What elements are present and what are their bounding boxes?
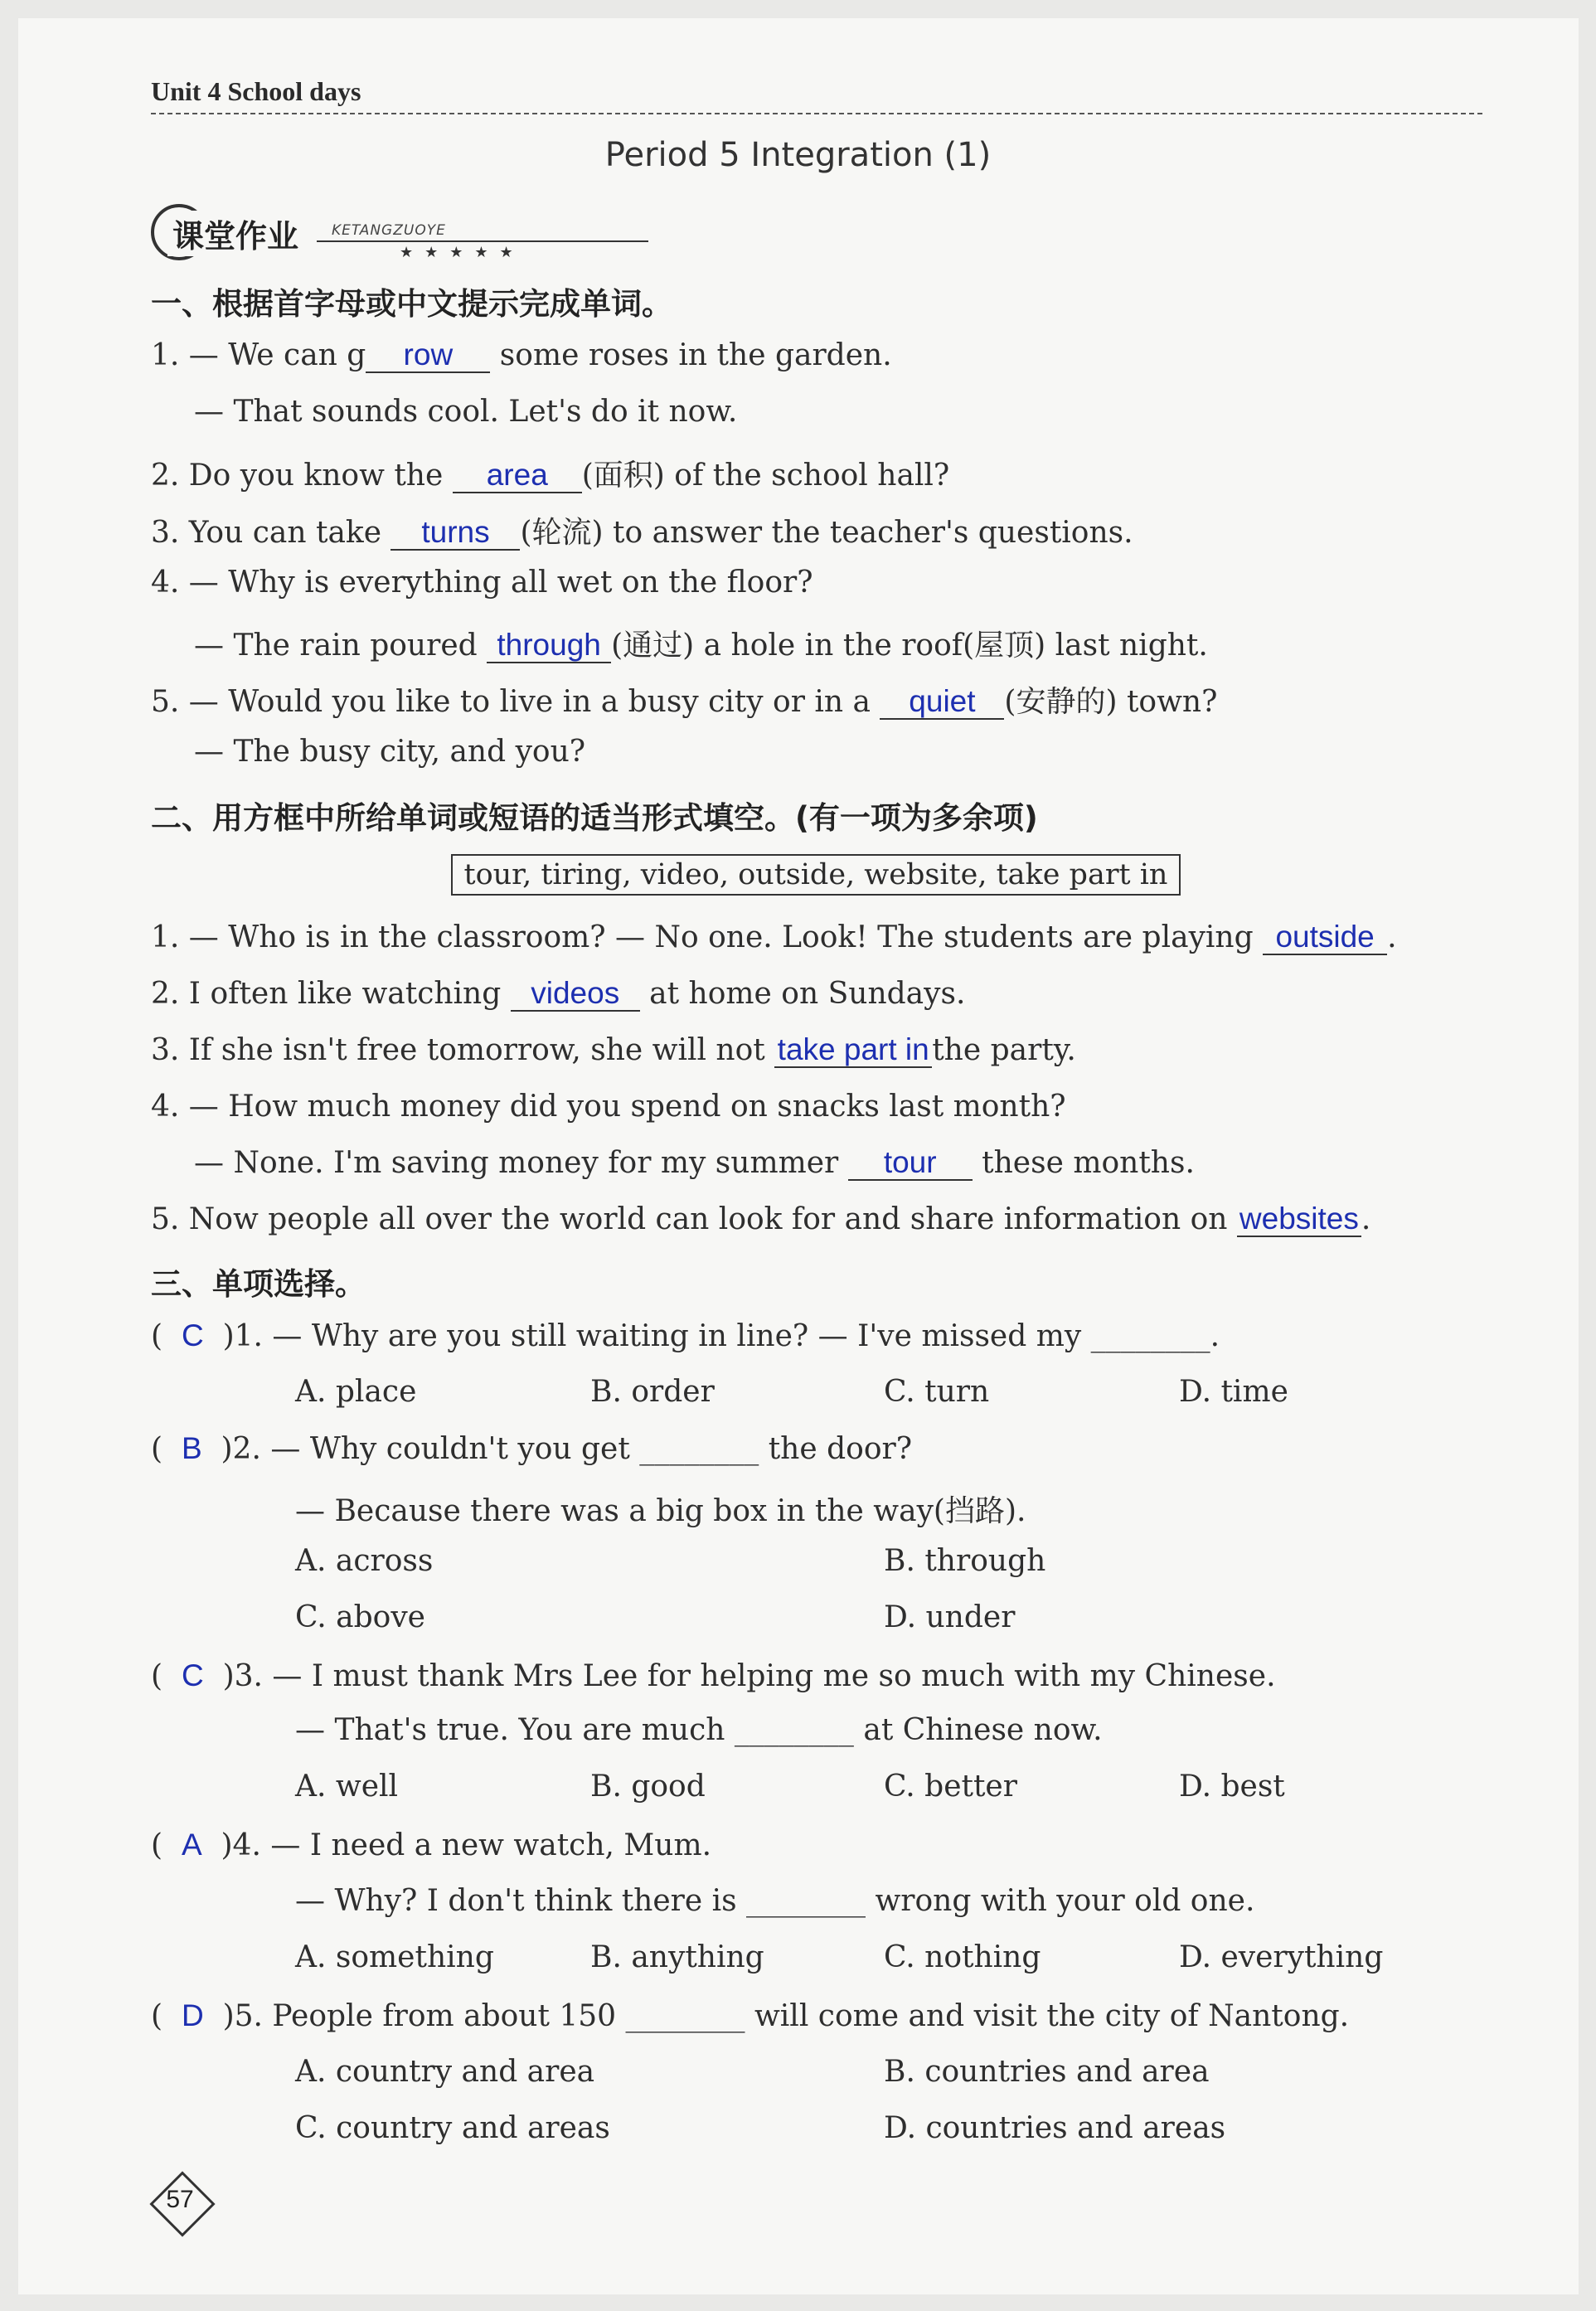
- mc-q2-option-a[interactable]: A. across: [295, 1544, 434, 1578]
- mc-q1-option-a[interactable]: A. place: [295, 1375, 417, 1409]
- s2-q2-line: [151, 977, 965, 1012]
- mc-q1: [151, 1318, 1220, 1353]
- s1-q4-line: 4. — Why is everything all wet on the floor?: [151, 566, 813, 600]
- mc-q5-option-d[interactable]: D. countries and areas: [884, 2111, 1226, 2145]
- word-bank-box: tour, tiring, video, outside, website, take part in: [451, 854, 1181, 896]
- mc-q5-answer[interactable]: D: [181, 1998, 204, 2032]
- mc-q3: [151, 1658, 1276, 1693]
- mc-q5-number: )5.: [222, 1999, 263, 2033]
- mc-q2-option-b[interactable]: B. through: [884, 1544, 1046, 1578]
- s1-q2-prefix: 2. Do you know the: [151, 459, 453, 493]
- section1-heading: 一、根据首字母或中文提示完成单词。: [151, 286, 672, 322]
- s1-q1-blank[interactable]: [366, 339, 490, 373]
- s2-q2-answer: videos: [531, 976, 620, 1010]
- mc-q2-stem: — Why couldn't you get ________ the door?: [270, 1432, 913, 1466]
- mc-q2-stem2: — Because there was a big box in the way(挡路).: [295, 1494, 1026, 1528]
- s2-q1-blank[interactable]: [1263, 921, 1387, 955]
- s1-q1-suffix: some roses in the garden.: [490, 338, 892, 372]
- s1-q5-blank[interactable]: [880, 686, 1004, 720]
- badge-pinyin: KETANGZUOYE: [332, 222, 446, 239]
- mc-q4-number: )4.: [221, 1828, 261, 1862]
- s2-q4-suffix: these months.: [972, 1146, 1195, 1180]
- s2-q3-prefix: 3. If she isn't free tomorrow, she will not: [151, 1033, 775, 1067]
- s1-q4-blank[interactable]: [487, 629, 611, 663]
- s2-q1-line: [151, 920, 1397, 955]
- mc-q2-number: )2.: [221, 1432, 261, 1466]
- s1-q5-answer: quiet: [909, 684, 976, 718]
- s2-q5-line: [151, 1202, 1370, 1237]
- s2-q1-suffix: .: [1387, 920, 1397, 954]
- s1-q1-answer: row: [403, 337, 454, 371]
- s2-q4-line: 4. — How much money did you spend on snacks last month?: [151, 1090, 1066, 1124]
- mc-q5-stem: People from about 150 ________ will come and visit the city of Nantong.: [272, 1999, 1350, 2033]
- s2-q3-suffix: the party.: [932, 1033, 1076, 1067]
- mc-q2: [151, 1431, 912, 1466]
- mc-q4-stem2: — Why? I don't think there is ________ wrong with your old one.: [295, 1884, 1255, 1918]
- s2-q5-suffix: .: [1361, 1202, 1371, 1236]
- s1-q3-suffix: (轮流) to answer the teacher's questions.: [520, 516, 1133, 550]
- page-number: 57: [166, 2186, 194, 2213]
- mc-q1-paren: (: [151, 1319, 182, 1353]
- s1-q3-prefix: 3. You can take: [151, 516, 391, 550]
- mc-q5-option-a[interactable]: A. country and area: [295, 2055, 595, 2089]
- s1-q4-prefix: — The rain poured: [194, 629, 488, 663]
- mc-q4: [151, 1828, 711, 1862]
- mc-q1-answer[interactable]: C: [181, 1318, 204, 1352]
- s1-q4-reply: [194, 622, 1208, 664]
- mc-q1-option-c[interactable]: C. turn: [884, 1375, 990, 1409]
- mc-q4-option-a[interactable]: A. something: [295, 1940, 494, 1974]
- s1-q1-line: [151, 338, 892, 373]
- s2-q3-line: [151, 1033, 1076, 1068]
- unit-header: Unit 4 School days: [151, 76, 361, 106]
- mc-q2-option-d[interactable]: D. under: [884, 1600, 1016, 1634]
- mc-q3-paren: (: [151, 1659, 182, 1693]
- mc-q3-number: )3.: [222, 1659, 263, 1693]
- s1-q2-answer: area: [486, 458, 548, 492]
- mc-q4-option-b[interactable]: B. anything: [590, 1940, 764, 1974]
- section3-heading: 三、单项选择。: [151, 1266, 366, 1302]
- s2-q2-suffix: at home on Sundays.: [639, 977, 966, 1011]
- s1-q4-answer: through: [497, 628, 601, 662]
- s1-q2-suffix: (面积) of the school hall?: [581, 459, 950, 493]
- header-divider: [151, 113, 1482, 114]
- mc-q3-option-b[interactable]: B. good: [590, 1770, 706, 1804]
- s2-q4-blank[interactable]: [848, 1147, 973, 1181]
- mc-q3-stem2: — That's true. You are much ________ at Chinese now.: [295, 1713, 1103, 1747]
- s2-q3-answer: take part in: [777, 1032, 929, 1066]
- s2-q4-prefix: — None. I'm saving money for my summer: [194, 1146, 848, 1180]
- s1-q1-prefix: 1. — We can g: [151, 338, 366, 372]
- s1-q3-answer: turns: [421, 515, 490, 549]
- s2-q1-prefix: 1. — Who is in the classroom? — No one. Look! The students are playing: [151, 920, 1264, 954]
- s1-q2-line: [151, 452, 949, 494]
- s2-q4-reply: [194, 1146, 1195, 1181]
- mc-q4-option-c[interactable]: C. nothing: [884, 1940, 1041, 1974]
- s2-q4-answer: tour: [883, 1145, 937, 1179]
- s1-q3-line: [151, 509, 1133, 551]
- mc-q1-number: )1.: [222, 1319, 263, 1353]
- mc-q4-option-d[interactable]: D. everything: [1179, 1940, 1384, 1974]
- section2-heading: 二、用方框中所给单词或短语的适当形式填空。(有一项为多余项): [151, 800, 1038, 836]
- mc-q5-option-b[interactable]: B. countries and area: [884, 2055, 1210, 2089]
- mc-q2-paren: (: [151, 1432, 182, 1466]
- mc-q5-paren: (: [151, 1999, 182, 2033]
- mc-q3-option-d[interactable]: D. best: [1179, 1770, 1285, 1804]
- s1-q5-reply: — The busy city, and you?: [194, 735, 586, 769]
- mc-q3-option-c[interactable]: C. better: [884, 1770, 1017, 1804]
- s1-q1-reply: — That sounds cool. Let's do it now.: [194, 395, 738, 429]
- mc-q3-option-a[interactable]: A. well: [295, 1770, 399, 1804]
- s1-q5-suffix: (安静的) town?: [1004, 685, 1218, 719]
- s1-q5-line: [151, 678, 1217, 721]
- page-title: Period 5 Integration (1): [604, 136, 992, 174]
- s1-q3-blank[interactable]: [391, 517, 520, 551]
- mc-q5: [151, 1998, 1349, 2033]
- s2-q3-blank[interactable]: [774, 1034, 932, 1068]
- mc-q2-option-c[interactable]: C. above: [295, 1600, 425, 1634]
- s2-q2-prefix: 2. I often like watching: [151, 977, 511, 1011]
- mc-q4-stem: — I need a new watch, Mum.: [270, 1828, 712, 1862]
- s2-q1-answer: outside: [1275, 920, 1375, 954]
- mc-q5-option-c[interactable]: C. country and areas: [295, 2111, 610, 2145]
- mc-q1-option-d[interactable]: D. time: [1179, 1375, 1288, 1409]
- s1-q4-suffix: (通过) a hole in the roof(屋顶) last night.: [611, 629, 1208, 663]
- s2-q5-blank[interactable]: [1237, 1203, 1361, 1237]
- page-number-badge: [151, 2173, 209, 2231]
- mc-q2-answer[interactable]: B: [181, 1431, 202, 1465]
- badge-label: 课堂作业: [167, 211, 303, 256]
- mc-q1-stem: — Why are you still waiting in line? — I've missed my ________.: [272, 1319, 1220, 1353]
- mc-q1-option-b[interactable]: B. order: [590, 1375, 715, 1409]
- s2-q5-prefix: 5. Now people all over the world can look for and share information on: [151, 1202, 1237, 1236]
- mc-q3-stem: — I must thank Mrs Lee for helping me so much with my Chinese.: [272, 1659, 1276, 1693]
- s1-q5-prefix: 5. — Would you like to live in a busy city or in a: [151, 685, 880, 719]
- badge-underline: [317, 240, 648, 242]
- mc-q4-answer[interactable]: A: [181, 1828, 202, 1862]
- s2-q2-blank[interactable]: [511, 978, 640, 1012]
- mc-q4-paren: (: [151, 1828, 182, 1862]
- s2-q5-answer: websites: [1239, 1202, 1359, 1236]
- mc-q3-answer[interactable]: C: [181, 1658, 204, 1692]
- badge-stars-icon: ★★★★★: [400, 244, 525, 261]
- s1-q2-blank[interactable]: [453, 459, 582, 493]
